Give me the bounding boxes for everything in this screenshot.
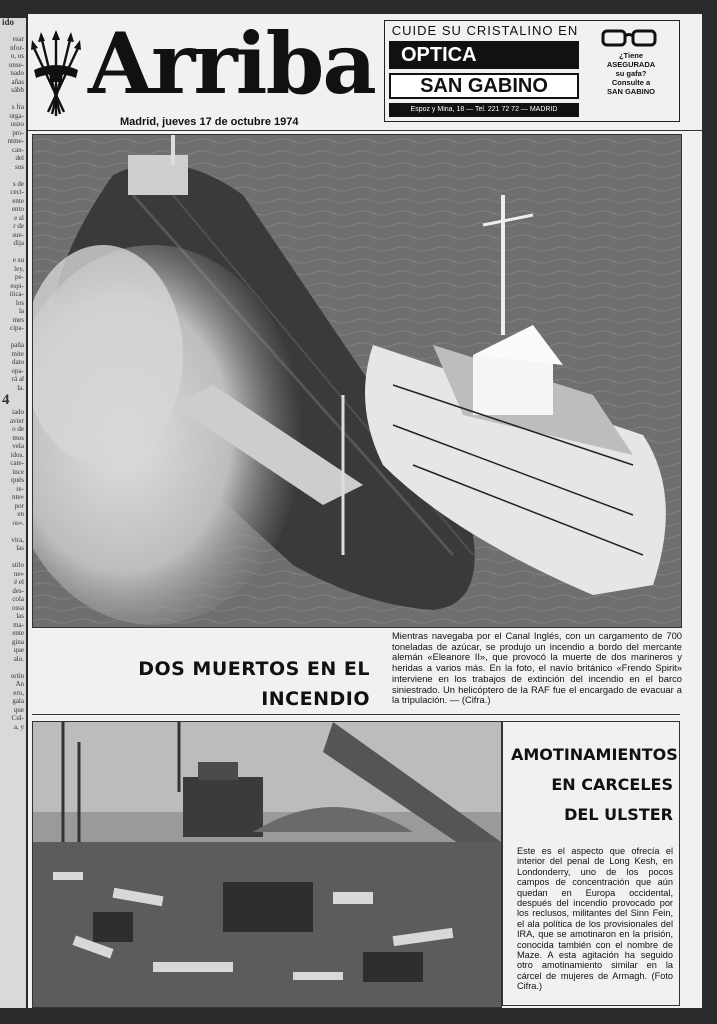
previous-page-fragment: pe- — [15, 273, 24, 281]
previous-page-fragment: vela — [12, 442, 24, 450]
previous-page-fragment: gina — [11, 637, 24, 646]
previous-page-fragment: qués — [11, 476, 24, 484]
story2-headline-line: EN CARCELES — [551, 775, 673, 794]
ad-tagline: CUIDE SU CRISTALINO EN — [391, 23, 579, 38]
previous-page-fragment: can- — [11, 145, 24, 154]
story2-headline — [511, 740, 678, 830]
previous-page-fragment: avier — [10, 416, 24, 425]
previous-page-fragment: en — [17, 510, 24, 518]
previous-page-fragment: o de — [12, 425, 24, 433]
story1-caption: Mientras navegaba por el Canal Inglés, con un cargamento de 700 toneladas de azúcar, se produjo un incendio a bordo del mercante alemán «Eleanore II», que provocó la muerte de dos marineros y heridas a varios más. En la foto, el navío británico «Frendo Spirit» interviene en los trabajos de extinción del incendio en el barco siniestrado. Un helicóptero de la RAF fue el encargado de evacuar a la tripulación. — (Cifra.) — [392, 630, 682, 706]
previous-page-text — [0, 18, 26, 731]
ad-brand-optica: OPTICA — [389, 41, 579, 69]
previous-page-fragment — [0, 333, 26, 342]
previous-page-fragment: idos. — [10, 450, 24, 459]
previous-page-fragment: usno — [10, 120, 24, 128]
previous-page-fragment — [0, 527, 26, 536]
story2-caption: Este es el aspecto que ofrecía el interior del penal de Long Kesh, en Londonderry, uno de los pocos campos de concentración que aún quedan en Europa occidental, después del incendio provocado por los reclusos, militantes del Sinn Fein, el ala política de los provisionales del IRA, que se amotinaron en la prisión, conocida también con el nombre de Maze. A esta agitación ha seguido otro amotinamiento similar en la cárcel de mujeres de Armagh. (Foto Cifra.) — [517, 846, 673, 992]
prison-ruins-photo — [32, 721, 502, 1008]
previous-page-fragment: e al — [14, 213, 24, 222]
previous-page-fragment: des- — [12, 586, 24, 595]
previous-page-fragment: cipa- — [10, 324, 24, 332]
previous-page-fragment: ortín — [10, 671, 24, 680]
previous-page-fragment: s de — [12, 179, 24, 188]
story-divider — [32, 714, 680, 715]
previous-page-fragment: s fra — [11, 103, 24, 111]
story1-headline-line: DOS MUERTOS EN EL INCENDIO — [138, 658, 370, 710]
previous-page-fragment: que — [13, 705, 24, 714]
optician-advertisement — [384, 20, 680, 122]
previous-page-number: 4 — [2, 392, 10, 408]
previous-page-fragment: ente — [12, 629, 24, 637]
previous-page-fragment: por — [14, 501, 24, 510]
previous-page-fragment — [0, 95, 26, 104]
previous-page-fragment: stilo — [11, 561, 24, 569]
masthead — [28, 14, 378, 136]
previous-page-fragment: del — [15, 154, 24, 162]
previous-page-fragment: mos — [12, 433, 24, 442]
previous-page-fragment: los — [15, 298, 24, 307]
ad-brand-san-gabino: SAN GABINO — [389, 73, 579, 99]
previous-page-fragment: ento — [11, 205, 24, 213]
newspaper-title: Arriba — [88, 14, 375, 113]
previous-page-fragment — [0, 171, 26, 180]
previous-page-fragment: espi- — [10, 281, 24, 290]
eyeglasses-icon — [599, 27, 659, 49]
previous-page-fragment: ma- — [13, 620, 24, 629]
previous-page-fragment: ntme- — [7, 137, 24, 145]
previous-page-fragment: ossa — [11, 603, 24, 612]
yoke-and-arrows-icon — [30, 30, 82, 120]
previous-page-fragment — [0, 248, 26, 257]
previous-page-fragment: ido — [2, 18, 15, 27]
previous-page-fragment: é el — [14, 578, 24, 586]
previous-page-fragment: cola — [12, 595, 24, 603]
previous-page-fragment: mes — [12, 315, 24, 324]
previous-page-fragment: ley, — [14, 264, 24, 273]
previous-page-fragment: ince — [12, 467, 24, 476]
previous-page-fragment: iado — [11, 408, 24, 416]
previous-page-fragment: onse- — [8, 60, 24, 69]
ad-question-line: ASEGURADA — [606, 60, 656, 69]
previous-page-fragment: An — [15, 680, 24, 688]
previous-page-fragment: ítica- — [9, 290, 24, 298]
previous-page-fragment: r de — [13, 222, 24, 230]
story2-headline-line: AMOTINAMIENTOS — [511, 745, 678, 764]
previous-page-fragment: que — [13, 646, 24, 654]
previous-page-fragment: ne» — [13, 569, 24, 578]
previous-page-fragment: dato — [11, 358, 24, 366]
dateline: Madrid, jueves 17 de octubre 1974 — [120, 116, 299, 128]
previous-page-fragment: orga- — [9, 111, 24, 120]
previous-page-fragment: sue- — [12, 230, 24, 239]
previous-page-fragment: añas — [11, 77, 24, 86]
ad-question-line: Consulte a — [611, 78, 651, 87]
previous-page-fragment: rá al — [11, 375, 24, 383]
previous-page-fragment: gala — [12, 697, 24, 705]
ad-question-line: SAN GABINO — [607, 87, 655, 96]
previous-page-fragment: paña — [10, 341, 24, 349]
previous-page-fragment — [0, 27, 26, 36]
previous-page-fragment: cate- — [10, 459, 24, 467]
ad-address: Espoz y Mina, 18 — Tel. 221 72 72 — MADRID — [389, 103, 579, 117]
previous-page-fragment — [0, 663, 26, 672]
previous-page-fragment: pro- — [12, 128, 24, 137]
previous-page-fragment: ente — [12, 196, 24, 205]
masthead-rule — [28, 130, 702, 131]
previous-page-fragment: sus — [15, 162, 24, 171]
story2-box — [502, 721, 680, 1006]
previous-page-fragment: esar — [12, 35, 24, 43]
previous-page-fragment: opa- — [11, 366, 24, 375]
previous-page-fragment: vira, — [11, 535, 24, 544]
previous-page-fragment: las — [16, 544, 24, 552]
previous-page-fragment — [0, 553, 26, 562]
previous-page-fragment: las — [16, 612, 24, 620]
previous-page-fragment: ceci- — [10, 188, 24, 196]
ship-fire-photo — [32, 134, 682, 628]
previous-page-fragment: ero, — [13, 688, 24, 697]
ad-question-line: su gafa? — [615, 69, 647, 78]
story2-headline-line: DEL ULSTER — [564, 805, 673, 824]
previous-page-fragment: nfor- — [10, 43, 24, 52]
previous-page-fragment: o, us — [10, 52, 24, 60]
ad-question-line: ¿Tiene — [618, 51, 644, 60]
previous-page-fragment: dija — [13, 239, 24, 247]
previous-page-fragment: mite — [11, 349, 24, 358]
previous-page-fragment: nte» — [11, 493, 24, 501]
previous-page-fragment: os». — [12, 518, 24, 527]
previous-page-edge — [0, 18, 26, 1008]
previous-page-fragment: a, y — [13, 722, 24, 731]
previous-page-fragment: sább — [11, 86, 24, 94]
previous-page-fragment: alo. — [13, 654, 24, 663]
previous-page-fragment: la — [18, 307, 24, 315]
previous-page-fragment: e su — [12, 256, 24, 264]
previous-page-fragment: Cul- — [11, 714, 24, 722]
newspaper-page — [28, 14, 702, 1008]
previous-page-fragment: re- — [16, 484, 24, 493]
previous-page-fragment: la. — [17, 383, 24, 392]
ad-question — [587, 51, 675, 96]
previous-page-fragment: nado — [10, 69, 24, 77]
